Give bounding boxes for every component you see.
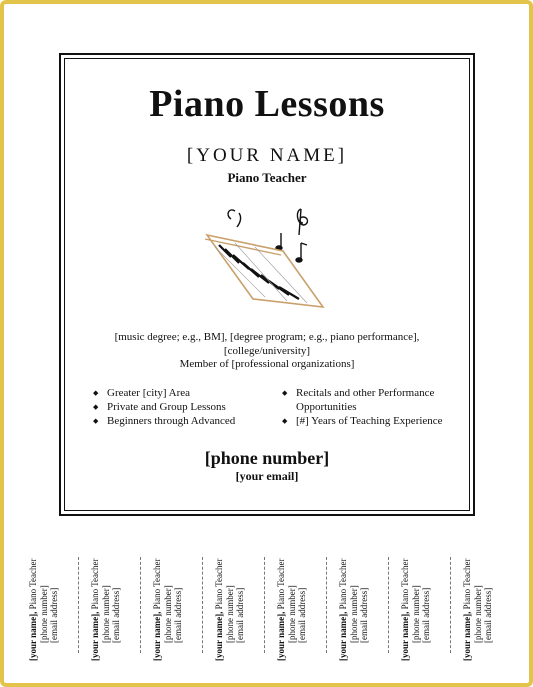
contact-phone: [phone number] bbox=[204, 448, 330, 468]
tab-phone: [phone number] bbox=[410, 585, 421, 643]
tab-title: Piano Teacher bbox=[28, 558, 38, 612]
tab-name: [your name], bbox=[400, 611, 410, 661]
features-list-left bbox=[93, 386, 273, 428]
tab-phone: [phone number] bbox=[348, 585, 359, 643]
tab-phone: [phone number] bbox=[472, 585, 483, 643]
contact-email: [your email] bbox=[235, 469, 299, 483]
tab-title: Piano Teacher bbox=[214, 558, 224, 612]
list-item: ◆ Beginners through Advanced bbox=[93, 414, 273, 428]
tab-name: [your name], bbox=[338, 611, 348, 661]
tab-cut-line bbox=[78, 557, 79, 653]
tab-title: Piano Teacher bbox=[152, 558, 162, 612]
flyer-title: Piano Lessons bbox=[149, 83, 385, 125]
tab-email: [email address] bbox=[359, 587, 369, 643]
tab-email: [email address] bbox=[49, 587, 59, 643]
tab-cut-line bbox=[202, 557, 203, 653]
features-list-right bbox=[282, 386, 467, 428]
tab-phone: [phone number] bbox=[162, 585, 173, 643]
tab-cut-line bbox=[326, 557, 327, 653]
credentials-block bbox=[64, 331, 470, 372]
teacher-subtitle: Piano Teacher bbox=[227, 170, 307, 185]
tab-email: [email address] bbox=[421, 587, 431, 643]
tab-cut-line bbox=[450, 557, 451, 653]
list-item: ◆ [#] Years of Teaching Experience bbox=[282, 414, 467, 428]
credentials-line: Member of [professional organizations] bbox=[179, 358, 355, 370]
tab-name: [your name], bbox=[152, 611, 162, 661]
list-item: ◆ Recitals and other Performance Opportunities bbox=[282, 386, 467, 414]
tab-name: [your name], bbox=[28, 611, 38, 661]
list-item: ◆ Greater [city] Area bbox=[93, 386, 273, 400]
credentials-line: [music degree; e.g., BM], [degree program; e.g., piano performance], bbox=[114, 331, 420, 343]
teacher-name: [YOUR NAME] bbox=[186, 145, 348, 166]
tab-email: [email address] bbox=[235, 587, 245, 643]
tab-name: [your name], bbox=[214, 611, 224, 661]
tab-cut-line bbox=[264, 557, 265, 653]
tear-off-tabs bbox=[28, 543, 508, 663]
tab-title: Piano Teacher bbox=[338, 558, 348, 612]
keyboard-icon bbox=[205, 235, 323, 307]
tab-email: [email address] bbox=[111, 587, 121, 643]
tab-phone: [phone number] bbox=[100, 585, 111, 643]
tab-email: [email address] bbox=[173, 587, 183, 643]
tab-phone: [phone number] bbox=[286, 585, 297, 643]
tab-phone: [phone number] bbox=[224, 585, 235, 643]
tab-title: Piano Teacher bbox=[276, 558, 286, 612]
tab-email: [email address] bbox=[483, 587, 493, 643]
tab-title: Piano Teacher bbox=[90, 558, 100, 612]
tab-name: [your name], bbox=[90, 611, 100, 661]
piano-keyboard-illustration bbox=[195, 203, 335, 313]
tab-cut-line bbox=[140, 557, 141, 653]
tab-cut-line bbox=[388, 557, 389, 653]
list-item: ◆ Private and Group Lessons bbox=[93, 400, 273, 414]
tab-name: [your name], bbox=[276, 611, 286, 661]
tab-phone: [phone number] bbox=[38, 585, 49, 643]
tab-title: Piano Teacher bbox=[400, 558, 410, 612]
tear-off-tab[interactable] bbox=[462, 543, 520, 661]
tab-title: Piano Teacher bbox=[462, 558, 472, 612]
tab-email: [email address] bbox=[297, 587, 307, 643]
credentials-line: [college/university] bbox=[223, 344, 311, 357]
tab-name: [your name], bbox=[462, 611, 472, 661]
